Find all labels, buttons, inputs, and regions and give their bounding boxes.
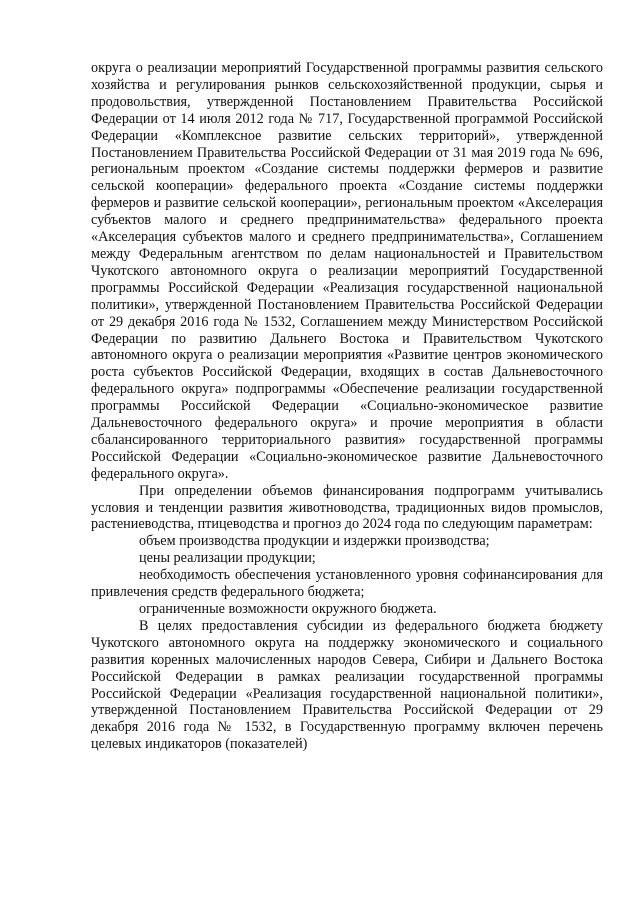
- list-item-budget-limits: ограниченные возможности окружного бюджета.: [139, 601, 437, 617]
- list-item-production-volume: объем производства продукции и издержки производства;: [139, 533, 490, 550]
- paragraph-subsidy-purpose: В целях предоставления субсидии из федерального бюджета бюджету Чукотского автономного округа на поддержку экономического и социального развития коренных малочисленных народов Севера, Сибири и Дальнего Востока Российской Федерации в рамках реализации государственной программы Российской Федерации «Реализация государственной национальной политики», утвержденной Постановлением Правительства Российской Федерации от 29 декабря 2016 года № 1532, в Государственную программу включен перечень целевых индикаторов (показателей): [91, 617, 603, 753]
- paragraph-legal-basis: округа о реализации мероприятий Государственной программы развития сельского хозяйства и регулирования рынков сельскохозяйственной продукции, сырья и продовольствия, утвержденной Постановлением Правительства Российской Федерации от 14 июля 2012 года № 717, Государственной программой Российской Федерации «Комплексное развитие сельских территорий», утвержденной Постановлением Правительства Российской Федерации от 31 мая 2019 года № 696, региональным проектом «Создание системы поддержки фермеров и развитие сельской кооперации» федерального проекта «Создание системы поддержки фермеров и развитие сельской кооперации», региональным проектом «Акселерация субъектов малого и среднего предпринимательства» федерального проекта «Акселерация субъектов малого и среднего предпринимательства», Соглашением между Федеральным агентством по делам национальностей и Правительством Чукотского автономного округа о реализации мероприятий Государственной программы Российской Федерации «Реализация государственной национальной политики», утвержденной Постановлением Правительства Российской Федерации от 29 декабря 2016 года № 1532, Соглашением между Министерством Российской Федерации по развитию Дальнего Востока и Правительством Чукотского автономного округа о реализации мероприятия «Развитие центров экономического роста субъектов Российской Федерации, входящих в состав Дальневосточного федерального округа» подпрограммы «Обеспечение реализации государственной программы Российской Федерации «Социально-экономическое развитие Дальневосточного федерального округа» и прочие мероприятия в области сбалансированного территориального развития» государственной программы Российской Федерации «Социально-экономическое развитие Дальневосточного федерального округа».: [91, 60, 603, 482]
- paragraph-financing-conditions: При определении объемов финансирования подпрограмм учитывались условия и тенденции развития животноводства, традиционных видов промыслов, растениеводства, птицеводства и прогноз до 2024 года по следующим параметрам:: [91, 482, 603, 533]
- document-page: [91, 60, 603, 753]
- list-item-sale-prices: цены реализации продукции;: [139, 550, 316, 567]
- list-item-cofinancing: необходимость обеспечения установленного уровня софинансирования для привлечения средств федерального бюджета;: [91, 567, 603, 601]
